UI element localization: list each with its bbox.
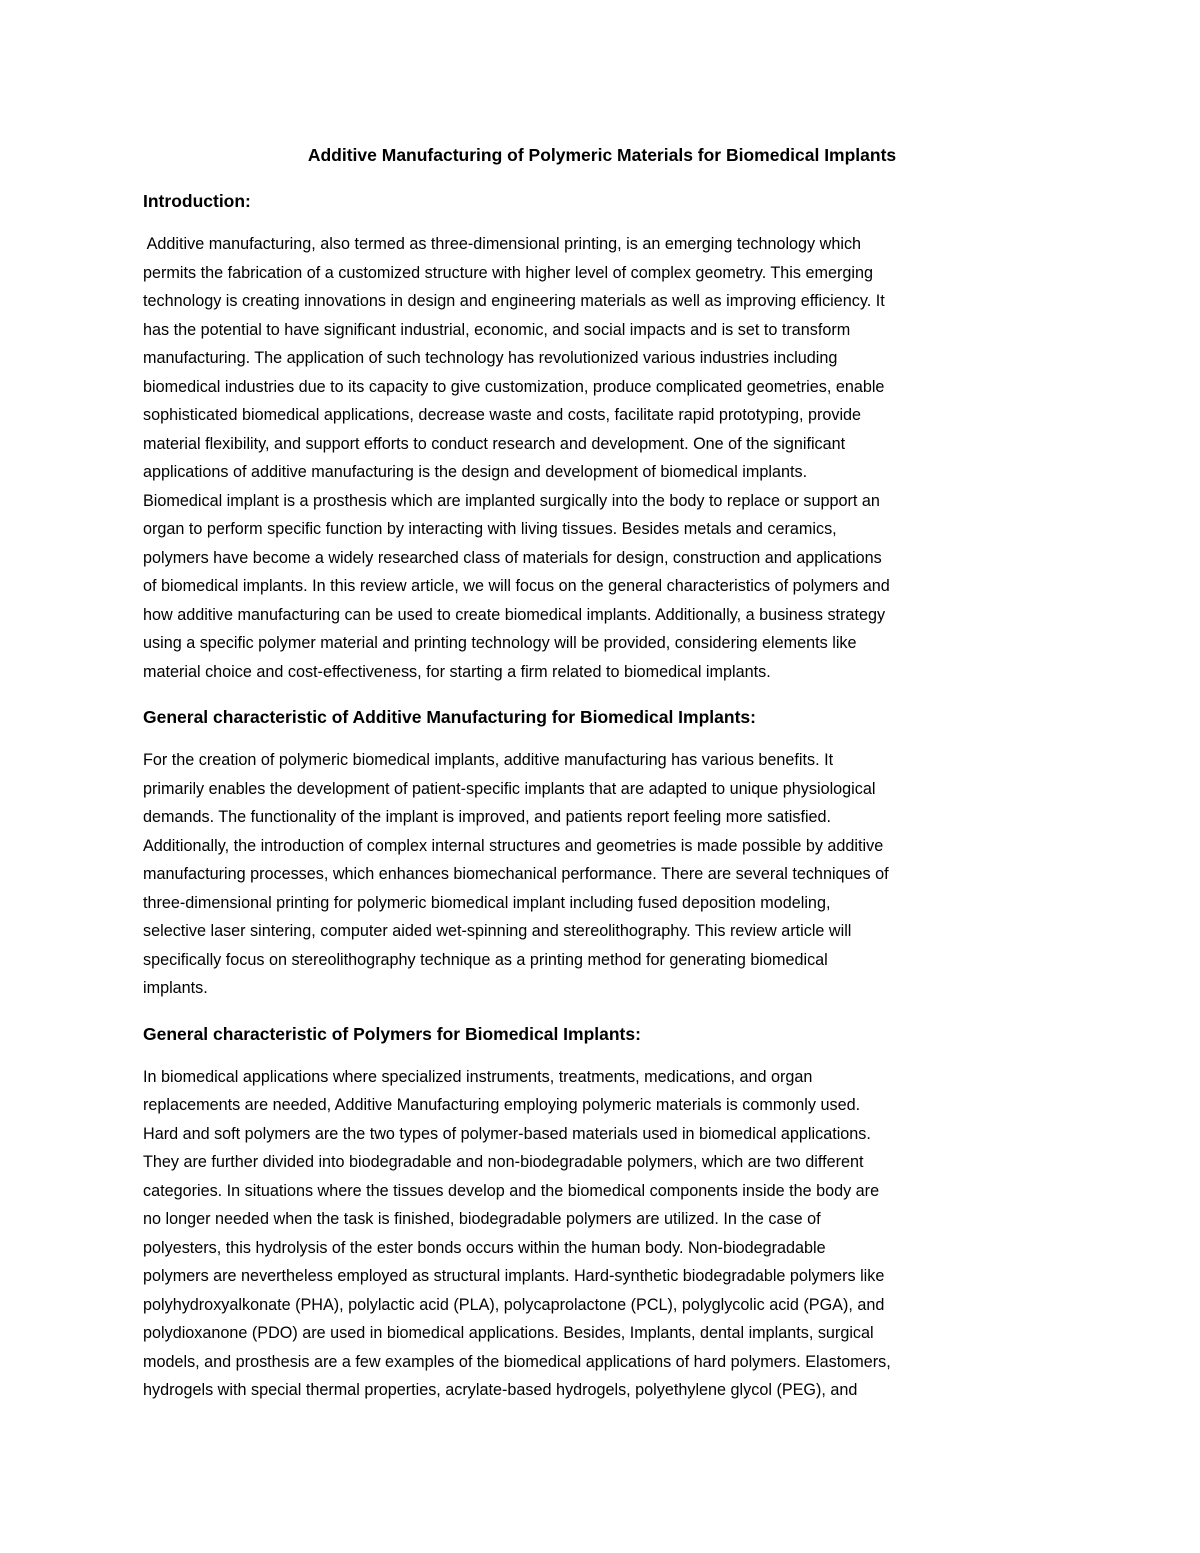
paragraph-line: organ to perform specific function by interacting with living tissues. Besides metals and ceramics,	[143, 520, 837, 538]
paragraph-line: selective laser sintering, computer aided wet-spinning and stereolithography. This review article will	[143, 922, 852, 940]
paragraph-line: In biomedical applications where specialized instruments, treatments, medications, and organ	[143, 1067, 813, 1086]
introduction-paragraph	[143, 230, 1061, 686]
paragraph-line: how additive manufacturing can be used to create biomedical implants. Additionally, a business strategy	[143, 605, 886, 624]
paragraph-line: polymers have become a widely researched class of materials for design, construction and applications	[143, 548, 882, 567]
paragraph-line: primarily enables the development of patient-specific implants that are adapted to unique physiological	[143, 779, 876, 798]
section-heading-polymers: General characteristic of Polymers for Biomedical Implants:	[143, 1023, 641, 1044]
paragraph-line: of biomedical implants. In this review article, we will focus on the general characteristics of polymers and	[143, 577, 890, 595]
paragraph-line: models, and prosthesis are a few examples of the biomedical applications of hard polymers. Elastomers,	[143, 1352, 891, 1371]
paragraph-line: material flexibility, and support efforts to conduct research and development. One of the significant	[143, 434, 846, 453]
paragraph-line: no longer needed when the task is finished, biodegradable polymers are utilized. In the case of	[143, 1210, 821, 1228]
paragraph-line: demands. The functionality of the implant is improved, and patients report feeling more satisfied.	[143, 808, 832, 826]
paragraph-line: technology is creating innovations in design and engineering materials as well as improving efficiency. It	[143, 292, 885, 310]
paragraph-line: Additionally, the introduction of complex internal structures and geometries is made possible by additive	[143, 836, 884, 855]
paragraph-line: hydrogels with special thermal properties, acrylate-based hydrogels, polyethylene glycol (PEG), and	[143, 1381, 858, 1399]
document-title: Additive Manufacturing of Polymeric Materials for Biomedical Implants	[307, 145, 897, 165]
additive-manufacturing-paragraph	[143, 746, 1061, 1003]
paragraph-line: three-dimensional printing for polymeric biomedical implant including fused deposition modeling,	[143, 893, 831, 912]
paragraph-line: sophisticated biomedical applications, decrease waste and costs, facilitate rapid prototyping, provide	[143, 406, 862, 424]
paragraph-line: They are further divided into biodegradable and non-biodegradable polymers, which are two different	[143, 1153, 864, 1171]
paragraph-line: Hard and soft polymers are the two types of polymer-based materials used in biomedical applications.	[143, 1124, 871, 1143]
paragraph-line: using a specific polymer material and printing technology will be provided, considering elements like	[143, 634, 857, 652]
paragraph-line: polyesters, this hydrolysis of the ester bonds occurs within the human body. Non-biodegradable	[143, 1238, 826, 1257]
paragraph-line: permits the fabrication of a customized structure with higher level of complex geometry. This emerging	[143, 263, 873, 282]
paragraph-line: has the potential to have significant industrial, economic, and social impacts and is set to transform	[143, 320, 851, 339]
document-body	[143, 140, 1061, 1405]
paragraph-line: Biomedical implant is a prosthesis which are implanted surgically into the body to replace or support an	[143, 491, 880, 510]
paragraph-line: material choice and cost-effectiveness, for starting a firm related to biomedical implants.	[143, 662, 771, 681]
paragraph-line: polydioxanone (PDO) are used in biomedical applications. Besides, Implants, dental implants, surgical	[143, 1324, 874, 1342]
section-heading-additive-manufacturing: General characteristic of Additive Manufacturing for Biomedical Implants:	[143, 707, 756, 727]
paragraph-line: implants.	[143, 979, 208, 997]
paragraph-line: Additive manufacturing, also termed as three-dimensional printing, is an emerging technology which	[143, 235, 862, 253]
paragraph-line: manufacturing processes, which enhances biomechanical performance. There are several techniques of	[143, 865, 889, 883]
paragraph-line: applications of additive manufacturing is the design and development of biomedical implants.	[143, 463, 808, 481]
paragraph-line: polymers are nevertheless employed as structural implants. Hard-synthetic biodegradable polymers like	[143, 1267, 885, 1285]
paragraph-line: biomedical industries due to its capacity to give customization, produce complicated geometries, enable	[143, 377, 885, 396]
paragraph-line: For the creation of polymeric biomedical implants, additive manufacturing has various benefits. It	[143, 751, 834, 769]
paragraph-line: replacements are needed, Additive Manufacturing employing polymeric materials is commonly used.	[143, 1096, 861, 1114]
paragraph-line: categories. In situations where the tissues develop and the biomedical components inside the body are	[143, 1181, 880, 1200]
paragraph-line: specifically focus on stereolithography technique as a printing method for generating biomedical	[143, 950, 828, 969]
paragraph-line: manufacturing. The application of such technology has revolutionized various industries including	[143, 349, 838, 367]
introduction-heading: Introduction:	[143, 191, 251, 211]
paragraph-line: polyhydroxyalkonate (PHA), polylactic acid (PLA), polycaprolactone (PCL), polyglycolic acid (PGA), and	[143, 1295, 885, 1314]
polymers-paragraph	[143, 1063, 1061, 1405]
